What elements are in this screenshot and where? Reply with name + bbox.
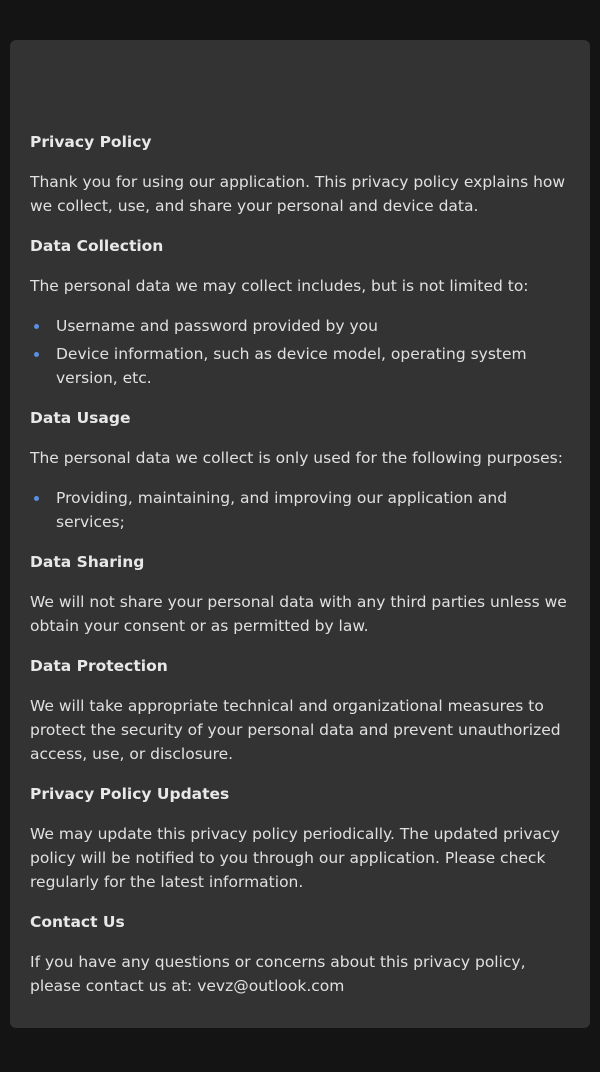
list-item	[30, 314, 570, 338]
list-item-text: Providing, maintaining, and improving our application and services;	[56, 489, 508, 531]
data-protection-heading: Data Protection	[30, 657, 168, 675]
policy-title: Privacy Policy	[30, 133, 152, 151]
bullet-icon	[34, 352, 39, 357]
list-item	[30, 486, 570, 534]
list-item-text: Username and password provided by you	[56, 317, 378, 335]
policy-updates-heading: Privacy Policy Updates	[30, 785, 230, 803]
data-collection-text: The personal data we may collect includes, but is not limited to:	[30, 277, 529, 295]
policy-intro: Thank you for using our application. This privacy policy explains how we collect, use, and share your personal and device data.	[30, 173, 566, 215]
bullet-icon	[34, 496, 39, 501]
data-usage-heading: Data Usage	[30, 409, 131, 427]
data-sharing-text: We will not share your personal data with any third parties unless we obtain your consent or as permitted by law.	[30, 593, 567, 635]
contact-us-heading: Contact Us	[30, 913, 125, 931]
bullet-icon	[34, 324, 39, 329]
data-collection-list	[30, 314, 570, 390]
data-usage-text: The personal data we collect is only used for the following purposes:	[30, 449, 563, 467]
data-usage-list	[30, 486, 570, 534]
list-item-text: Device information, such as device model, operating system version, etc.	[56, 345, 527, 387]
list-item	[30, 342, 570, 390]
privacy-policy-card	[10, 40, 590, 1028]
data-protection-text: We will take appropriate technical and organizational measures to protect the security of your personal data and prevent unauthorized access, use, or disclosure.	[30, 697, 561, 763]
data-sharing-heading: Data Sharing	[30, 553, 145, 571]
policy-updates-text: We may update this privacy policy periodically. The updated privacy policy will be notified to you through our application. Please check regularly for the latest information.	[30, 825, 560, 891]
contact-us-text: If you have any questions or concerns about this privacy policy, please contact us at: vevz@outlook.com	[30, 953, 526, 995]
data-collection-heading: Data Collection	[30, 237, 164, 255]
